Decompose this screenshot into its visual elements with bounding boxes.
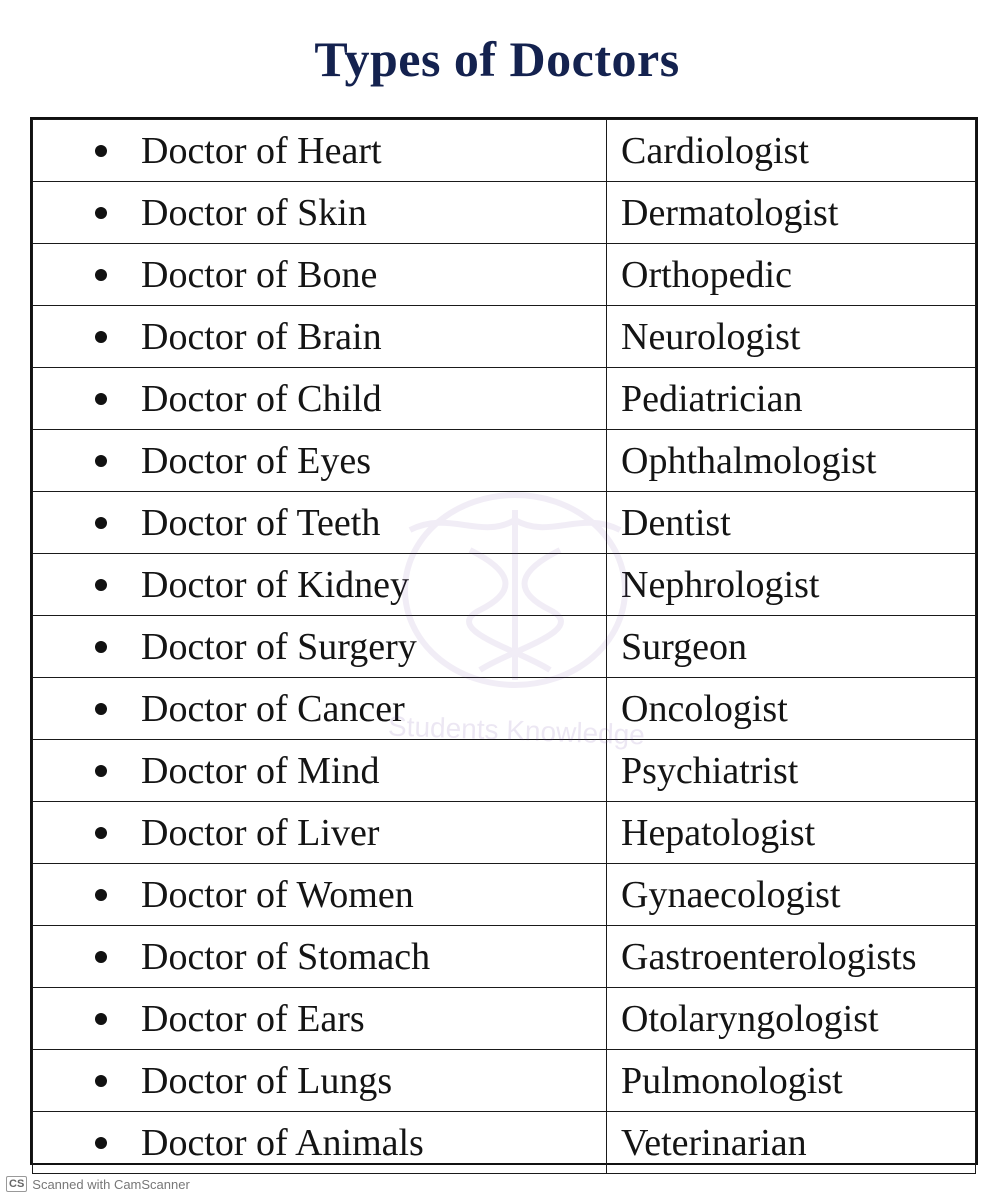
bullet-icon (95, 517, 107, 529)
doctor-cell (33, 1112, 607, 1174)
specialist-cell: Veterinarian (607, 1112, 976, 1174)
bullet-icon (95, 331, 107, 343)
bullet-icon (95, 393, 107, 405)
table-row (33, 244, 976, 306)
specialist-cell: Oncologist (607, 678, 976, 740)
doctor-label: Doctor of Cancer (141, 687, 405, 730)
doctor-label: Doctor of Child (141, 377, 382, 420)
doctor-label: Doctor of Animals (141, 1121, 424, 1164)
doctor-label: Doctor of Brain (141, 315, 382, 358)
specialist-cell: Dentist (607, 492, 976, 554)
specialist-cell: Neurologist (607, 306, 976, 368)
doctor-label: Doctor of Eyes (141, 439, 372, 482)
footer (6, 1176, 190, 1192)
bullet-icon (95, 703, 107, 715)
doctor-cell (33, 430, 607, 492)
table-row (33, 1112, 976, 1174)
doctor-label: Doctor of Women (141, 873, 414, 916)
specialist-cell: Gastroenterologists (607, 926, 976, 988)
doctor-cell (33, 306, 607, 368)
specialist-cell: Nephrologist (607, 554, 976, 616)
doctor-label: Doctor of Skin (141, 191, 367, 234)
bullet-icon (95, 1013, 107, 1025)
doctor-cell (33, 988, 607, 1050)
bullet-icon (95, 1137, 107, 1149)
table-body (33, 120, 976, 1174)
table-row (33, 740, 976, 802)
doctors-table-container (30, 117, 978, 1165)
doctor-label: Doctor of Lungs (141, 1059, 393, 1102)
bullet-icon (95, 579, 107, 591)
specialist-cell: Ophthalmologist (607, 430, 976, 492)
specialist-cell: Hepatologist (607, 802, 976, 864)
doctor-label: Doctor of Liver (141, 811, 380, 854)
bullet-icon (95, 145, 107, 157)
specialist-cell: Otolaryngologist (607, 988, 976, 1050)
doctor-label: Doctor of Ears (141, 997, 365, 1040)
doctor-cell (33, 368, 607, 430)
table-row (33, 368, 976, 430)
table-row (33, 1050, 976, 1112)
table-row (33, 120, 976, 182)
specialist-cell: Pediatrician (607, 368, 976, 430)
camscanner-logo-icon: CS (6, 1176, 27, 1192)
bullet-icon (95, 889, 107, 901)
doctor-cell (33, 926, 607, 988)
doctor-cell (33, 740, 607, 802)
doctor-label: Doctor of Bone (141, 253, 378, 296)
table-row (33, 554, 976, 616)
bullet-icon (95, 207, 107, 219)
specialist-cell: Dermatologist (607, 182, 976, 244)
doctor-cell (33, 1050, 607, 1112)
table-row (33, 802, 976, 864)
doctor-cell (33, 120, 607, 182)
doctor-cell (33, 616, 607, 678)
bullet-icon (95, 269, 107, 281)
specialist-cell: Psychiatrist (607, 740, 976, 802)
doctor-cell (33, 244, 607, 306)
bullet-icon (95, 765, 107, 777)
footer-text: Scanned with CamScanner (32, 1176, 190, 1192)
specialist-cell: Pulmonologist (607, 1050, 976, 1112)
doctor-cell (33, 182, 607, 244)
doctor-label: Doctor of Teeth (141, 501, 381, 544)
watermark-text: Students Knowledge (387, 710, 646, 751)
bullet-icon (95, 827, 107, 839)
doctor-label: Doctor of Stomach (141, 935, 431, 978)
doctor-cell (33, 554, 607, 616)
bullet-icon (95, 951, 107, 963)
doctor-label: Doctor of Mind (141, 749, 380, 792)
doctor-cell (33, 492, 607, 554)
page-title: Types of Doctors (314, 31, 680, 87)
bullet-icon (95, 1075, 107, 1087)
doctor-label: Doctor of Kidney (141, 563, 410, 606)
bullet-icon (95, 641, 107, 653)
doctor-label: Doctor of Heart (141, 129, 382, 172)
table-row (33, 430, 976, 492)
table-row (33, 182, 976, 244)
table-row (33, 864, 976, 926)
specialist-cell: Gynaecologist (607, 864, 976, 926)
table-row (33, 492, 976, 554)
doctor-cell (33, 802, 607, 864)
table-row (33, 926, 976, 988)
specialist-cell: Surgeon (607, 616, 976, 678)
table-row (33, 988, 976, 1050)
specialist-cell: Cardiologist (607, 120, 976, 182)
bullet-icon (95, 455, 107, 467)
table-row (33, 616, 976, 678)
doctors-table (32, 119, 976, 1174)
specialist-cell: Orthopedic (607, 244, 976, 306)
table-row (33, 306, 976, 368)
doctor-cell (33, 864, 607, 926)
doctor-label: Doctor of Surgery (141, 625, 417, 668)
